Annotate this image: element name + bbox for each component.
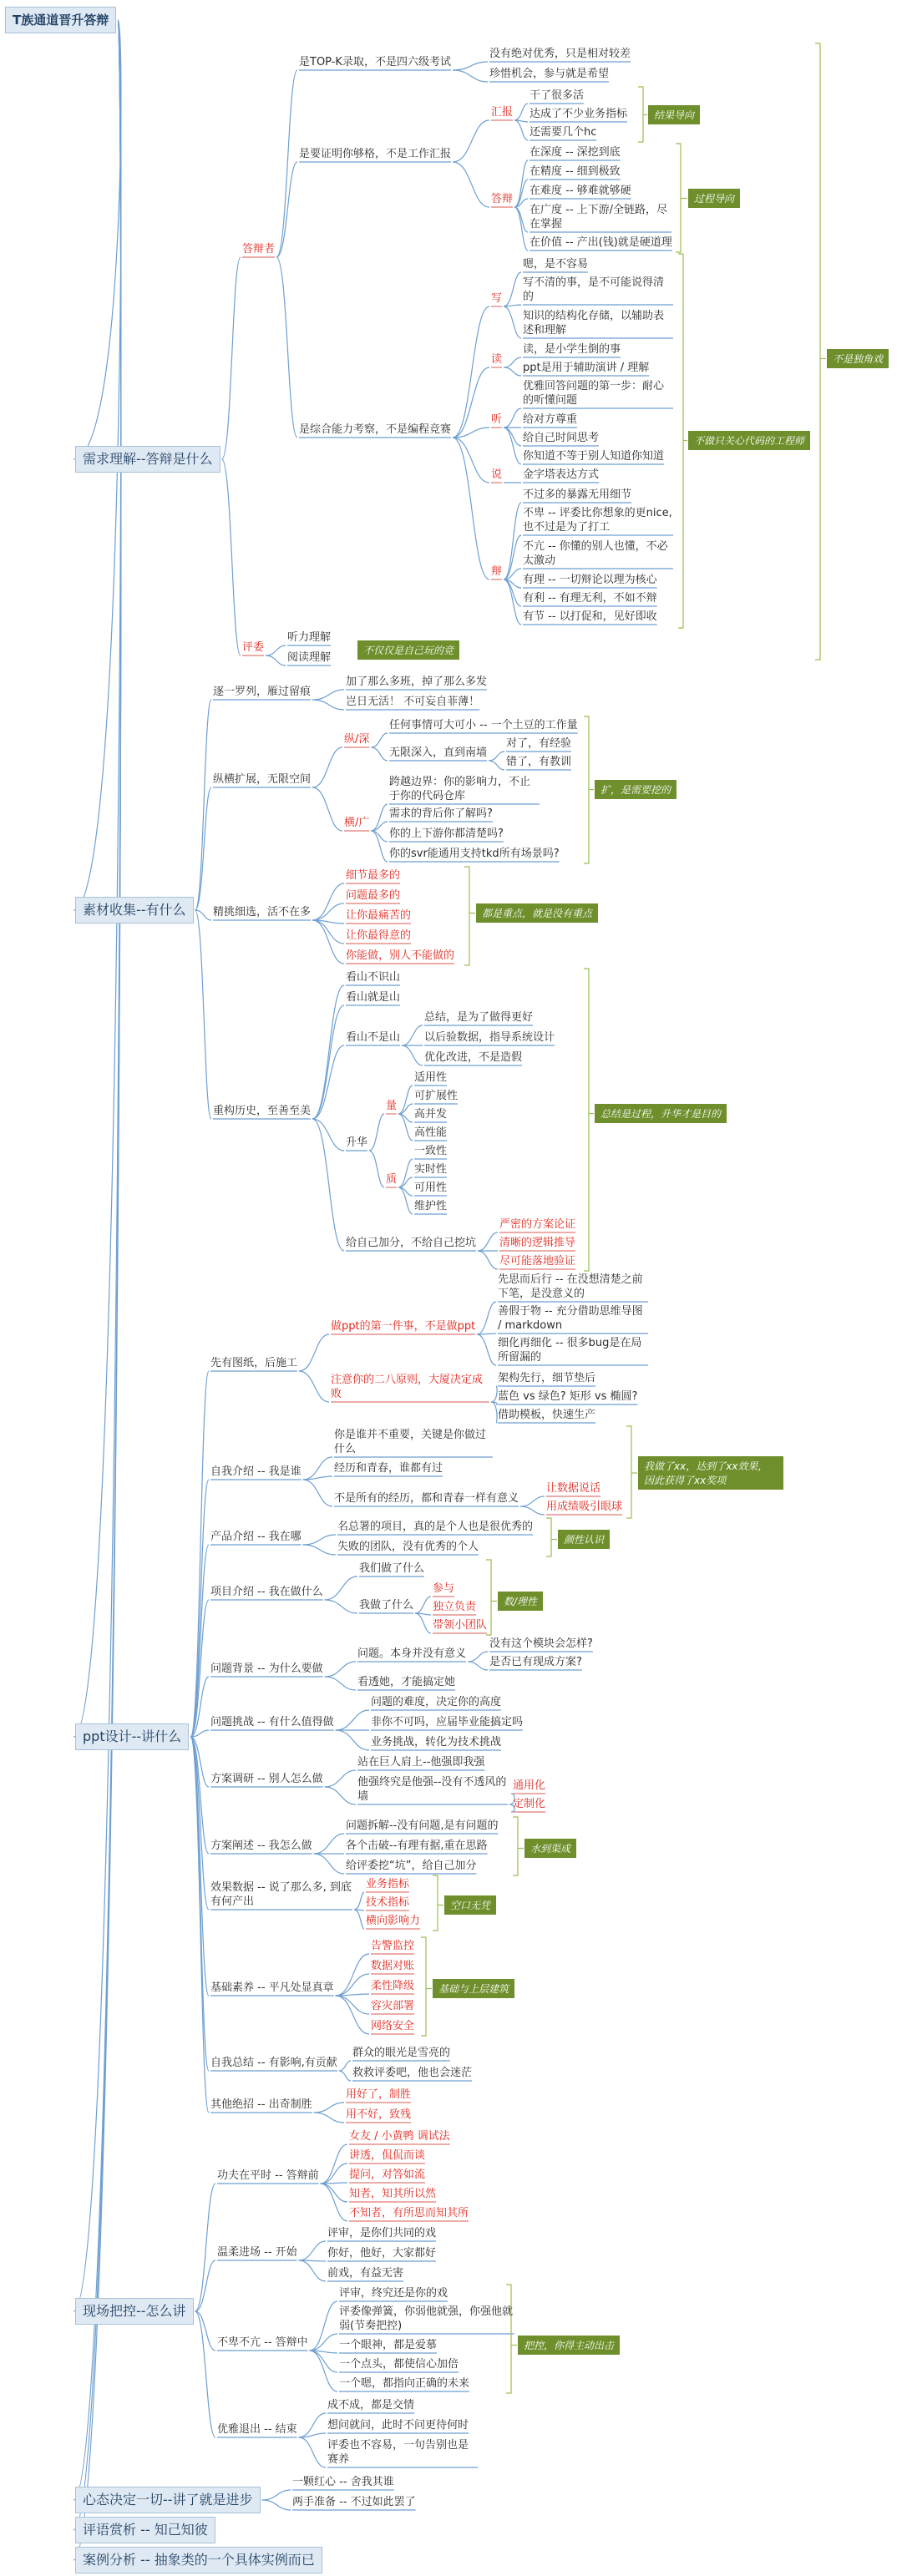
node-challenge[interactable]: 问题挑战 -- 有什么值得做 — [210, 1716, 334, 1728]
node-background-1a[interactable]: 没有这个模块会怎样? — [489, 1637, 593, 1650]
node-ending-2[interactable]: 想问就问，此时不问更待何时 — [327, 2419, 469, 2432]
node-basics-5[interactable]: 网络安全 — [371, 2020, 415, 2032]
node-basics-2[interactable]: 数据对账 — [371, 1960, 415, 1972]
node-quality[interactable]: 质 — [386, 1173, 398, 1186]
section-cases[interactable]: 案例分析 -- 抽象类的一个具体实例而已 — [75, 2547, 322, 2573]
node-listen-1[interactable]: 优雅回答问题的第一步：耐心的听懂问题 — [523, 380, 665, 407]
tag-need-dig: 扩，是需要挖的 — [595, 780, 676, 799]
node-mind-1[interactable]: 一颗红心 -- 舍我其谁 — [292, 2476, 394, 2488]
node-project-2b[interactable]: 独立负责 — [433, 1601, 477, 1613]
node-debate-2[interactable]: 不卑 -- 评委比你想象的更nice, 也不过是为了打工 — [523, 507, 672, 534]
node-vertical-1[interactable]: 任何事情可大可小 -- 一个土豆的工作量 — [389, 719, 578, 731]
node-list-2[interactable]: 岂日无活！ 不可妄自菲薄！ — [346, 696, 480, 708]
node-practice-2[interactable]: 讲透，侃侃而谈 — [349, 2149, 426, 2162]
node-mountain-3[interactable]: 看山不是山 — [346, 1031, 401, 1044]
node-defense-2[interactable]: 在精度 -- 细到极致 — [530, 165, 621, 178]
node-basics[interactable]: 基础素养 -- 平凡处显真章 — [210, 1981, 334, 1994]
node-horizontal-3[interactable]: 你的上下游你都清楚吗? — [389, 827, 504, 840]
node-basics-1[interactable]: 告警监控 — [371, 1940, 415, 1952]
section-ppt[interactable]: ppt设计--讲什么 — [75, 1723, 189, 1750]
node-pareto[interactable]: 注意你的二八原则，大厦决定成败 — [331, 1374, 484, 1400]
node-select-4[interactable]: 让你最得意的 — [346, 929, 412, 942]
node-report-3[interactable]: 还需要几个hc — [530, 126, 597, 139]
node-blueprint[interactable]: 先有图纸，后施工 — [210, 1357, 298, 1369]
node-ppt-first-2[interactable]: 善假于物 -- 充分借助思维导图 / markdown — [498, 1305, 643, 1332]
root-node[interactable]: T族通道晋升答辩 — [5, 7, 116, 33]
node-write-1[interactable]: 嗯，是不容易 — [523, 258, 589, 271]
tag-rational: 数/理性 — [498, 1592, 543, 1611]
node-project-2[interactable]: 我做了什么 — [359, 1599, 414, 1612]
node-basics-3[interactable]: 柔性降级 — [371, 1980, 415, 1992]
node-pareto-2[interactable]: 蓝色 vs 绿色? 矩形 vs 椭圆? — [498, 1390, 638, 1403]
node-read[interactable]: 读 — [491, 353, 503, 366]
node-product[interactable]: 产品介绍 -- 我在哪 — [210, 1531, 302, 1543]
node-ppt-first[interactable]: 做ppt的第一件事，不是做ppt — [331, 1320, 476, 1333]
node-report[interactable]: 汇报 — [491, 106, 514, 119]
node-topk-2[interactable]: 珍惜机会，参与就是希望 — [489, 68, 610, 80]
node-during-4[interactable]: 一个点头，都使信心加倍 — [339, 2358, 459, 2371]
node-product-1[interactable]: 名总署的项目，真的是个人也是很优秀的 — [337, 1521, 534, 1533]
node-listen[interactable]: 听 — [491, 413, 503, 426]
node-judge[interactable]: 评委 — [242, 641, 265, 654]
node-result-2[interactable]: 技术指标 — [366, 1896, 410, 1909]
node-background-1b[interactable]: 是否已有现成方案? — [489, 1656, 582, 1668]
tag-perceptual: 颜性认识 — [558, 1530, 610, 1549]
node-mountain-3b[interactable]: 以后验数据，指导系统设计 — [424, 1031, 555, 1044]
node-solution-2[interactable]: 各个击破--有理有据,重在思路 — [346, 1840, 488, 1852]
tag-result-oriented: 结果导向 — [648, 105, 700, 124]
node-mind-2[interactable]: 两手准备 -- 不过如此罢了 — [292, 2496, 416, 2508]
node-challenge-3[interactable]: 业务挑战，转化为技术挑战 — [371, 1736, 502, 1749]
node-during-1[interactable]: 评审，终究还是你的戏 — [339, 2287, 448, 2300]
node-ppt-first-3[interactable]: 细化再细化 -- 很多bug是在局所留漏的 — [498, 1337, 642, 1364]
node-quantity-1[interactable]: 适用性 — [414, 1071, 448, 1084]
node-debate-5[interactable]: 有利 -- 有理无利，不如不辩 — [523, 592, 657, 605]
node-intro-3b[interactable]: 用成绩吸引眼球 — [546, 1501, 623, 1513]
node-horizontal-4[interactable]: 你的svr能通用支持tkd所有场景吗? — [389, 848, 560, 860]
node-practice-1[interactable]: 女友 / 小黄鸭 调试法 — [349, 2130, 450, 2143]
section-material[interactable]: 素材收集--有什么 — [75, 897, 194, 924]
node-solution[interactable]: 方案阐述 -- 我怎么做 — [210, 1840, 312, 1852]
tag-not-monologue: 不是独角戏 — [827, 349, 889, 368]
node-judge-2[interactable]: 阅读理解 — [287, 651, 332, 664]
node-result-1[interactable]: 业务指标 — [366, 1878, 410, 1890]
section-comments[interactable]: 评语赏析 -- 知己知彼 — [75, 2517, 215, 2543]
node-project[interactable]: 项目介绍 -- 我在做什么 — [210, 1586, 323, 1598]
node-write[interactable]: 写 — [491, 292, 503, 305]
node-listen-3[interactable]: 给自己时间思考 — [523, 432, 600, 444]
node-quantity-3[interactable]: 高并发 — [414, 1108, 448, 1121]
node-expand[interactable]: 纵横扩展，无限空间 — [213, 773, 312, 786]
node-quantity-2[interactable]: 可扩展性 — [414, 1090, 459, 1102]
node-select-3[interactable]: 让你最痛苦的 — [346, 909, 412, 922]
node-debate-4[interactable]: 有理 -- 一切辩论以理为核心 — [523, 574, 657, 586]
node-practice-3[interactable]: 提问，对答如流 — [349, 2169, 426, 2181]
node-read-1[interactable]: 读，是小学生倒的事 — [523, 343, 621, 356]
node-during-2[interactable]: 评委像弹簧，你弱他就强，你强他就弱(节奏把控) — [339, 2305, 514, 2332]
node-product-2[interactable]: 失败的团队，没有优秀的个人 — [337, 1541, 479, 1553]
node-intro-3a[interactable]: 让数据说话 — [546, 1482, 601, 1495]
node-background[interactable]: 问题背景 -- 为什么要做 — [210, 1663, 323, 1675]
node-debate-6[interactable]: 有节 -- 以打促和，见好即收 — [523, 610, 657, 623]
node-project-1[interactable]: 我们做了什么 — [359, 1562, 425, 1575]
tag-natural: 水到渠成 — [524, 1839, 576, 1858]
node-select-1[interactable]: 细节最多的 — [346, 869, 401, 882]
node-summary-2[interactable]: 救救评委吧，他也会迷茫 — [352, 2067, 473, 2079]
node-vertical-2a[interactable]: 对了，有经验 — [506, 737, 572, 750]
node-horizontal[interactable]: 横/广 — [344, 817, 370, 829]
node-listen-2[interactable]: 给对方尊重 — [523, 413, 578, 426]
node-vertical-2b[interactable]: 错了，有教训 — [506, 756, 572, 768]
node-defense-3[interactable]: 在难度 -- 够难就够硬 — [530, 185, 631, 197]
node-intro-2[interactable]: 经历和青春，谁都有过 — [334, 1462, 443, 1475]
node-defense-4[interactable]: 在广度 -- 上下游/全链路，尽在掌握 — [530, 204, 668, 230]
node-ppt-first-1[interactable]: 先思而后行 -- 在没想清楚之前下笔，是没意义的 — [498, 1273, 643, 1300]
node-research-2a[interactable]: 通用化 — [513, 1779, 546, 1792]
tag-not-only-coder: 不做只关心代码的工程师 — [688, 431, 810, 450]
tag-no-proof: 空口无凭 — [444, 1895, 496, 1915]
node-practice[interactable]: 功夫在平时 -- 答辩前 — [217, 2169, 319, 2182]
node-basics-4[interactable]: 容灾部署 — [371, 2000, 415, 2012]
node-topk[interactable]: 是TOP-K录取，不是四六级考试 — [299, 56, 451, 68]
node-mountain-1[interactable]: 看山不识山 — [346, 971, 401, 984]
node-mountain-2[interactable]: 看山就是山 — [346, 991, 401, 1004]
node-solution-1[interactable]: 问题拆解--没有问题,是有问题的 — [346, 1819, 499, 1832]
tag-take-control: 把控，你得主动出击 — [518, 2336, 620, 2355]
node-write-2[interactable]: 写不清的事，是不可能说得清的 — [523, 276, 665, 303]
node-challenge-2[interactable]: 非你不可吗，应届毕业能搞定吗 — [371, 1716, 524, 1728]
node-prove[interactable]: 是要证明你够格，不是工作汇报 — [299, 148, 452, 160]
node-select-2[interactable]: 问题最多的 — [346, 889, 401, 902]
node-list[interactable]: 逐一罗列，雁过留痕 — [213, 686, 312, 698]
node-list-1[interactable]: 加了那么多班，掉了那么多发 — [346, 676, 488, 688]
node-opening-1[interactable]: 评审，是你们共同的戏 — [327, 2227, 437, 2239]
node-judge-1[interactable]: 听力理解 — [287, 631, 332, 644]
node-quantity-4[interactable]: 高性能 — [414, 1126, 448, 1139]
node-read-2[interactable]: ppt是用于辅助演讲 / 理解 — [523, 362, 650, 374]
node-intro-3[interactable]: 不是所有的经历，都和青春一样有意义 — [334, 1492, 519, 1505]
tag-data-speak: 我做了xx，达到了xx效果，因此获得了xx奖项 — [638, 1456, 783, 1490]
node-intro[interactable]: 自我介绍 -- 我是谁 — [210, 1465, 302, 1478]
node-pareto-3[interactable]: 借助模板，快速生产 — [498, 1409, 596, 1421]
node-during-3[interactable]: 一个眼神，都是爱慕 — [339, 2339, 438, 2351]
node-project-2a[interactable]: 参与 — [433, 1582, 455, 1595]
tag-process-oriented: 过程导向 — [688, 189, 740, 208]
node-tricks[interactable]: 其他绝招 -- 出奇制胜 — [210, 2098, 312, 2111]
node-opening[interactable]: 温柔进场 -- 开始 — [217, 2246, 297, 2259]
node-research-1[interactable]: 站在巨人肩上--他强即我强 — [357, 1756, 485, 1769]
node-project-2c[interactable]: 带领小团队 — [433, 1619, 488, 1632]
node-vertical-2[interactable]: 无限深入，直到南墙 — [389, 746, 488, 759]
node-research-2b[interactable]: 定制化 — [513, 1798, 546, 1810]
node-ending[interactable]: 优雅退出 -- 结束 — [217, 2423, 297, 2436]
node-opening-2[interactable]: 你好，他好，大家都好 — [327, 2247, 437, 2260]
section-demand[interactable]: 需求理解--答辩是什么 — [75, 446, 220, 473]
node-debate-1[interactable]: 不过多的暴露无用细节 — [523, 488, 632, 501]
node-debate-3[interactable]: 不亢 -- 你懂的别人也懂，不必太激动 — [523, 540, 668, 567]
node-summary[interactable]: 自我总结 -- 有影响,有贡献 — [210, 2057, 337, 2069]
node-report-1[interactable]: 干了很多活 — [530, 89, 585, 102]
node-bonus-3[interactable]: 尽可能落地验证 — [499, 1255, 576, 1268]
node-topk-1[interactable]: 没有绝对优秀，只是相对较差 — [489, 48, 631, 60]
node-opening-3[interactable]: 前戏，有益无害 — [327, 2267, 404, 2280]
node-bonus-2[interactable]: 清晰的逻辑推导 — [499, 1237, 576, 1249]
node-mountain-3c[interactable]: 优化改进，不是造假 — [424, 1051, 523, 1064]
node-tricks-1[interactable]: 用好了，制胜 — [346, 2088, 412, 2101]
node-horizontal-1[interactable]: 跨越边界：你的影响力，不止于你的代码仓库 — [389, 776, 531, 802]
node-quality-4[interactable]: 维护性 — [414, 1200, 448, 1212]
node-ending-1[interactable]: 成不成，都是交情 — [327, 2399, 415, 2412]
section-mindset[interactable]: 心态决定一切--讲了就是进步 — [75, 2487, 261, 2513]
node-pareto-1[interactable]: 架构先行，细节垫后 — [498, 1372, 596, 1384]
node-comprehensive[interactable]: 是综合能力考察，不是编程竞赛 — [299, 423, 452, 436]
tag-all-key: 都是重点，就是没有重点 — [476, 903, 598, 923]
node-debate[interactable]: 辩 — [491, 565, 503, 578]
tag-not-alone: 不仅仅是自己玩的竞 — [357, 640, 459, 660]
node-challenge-1[interactable]: 问题的难度，决定你的高度 — [371, 1696, 502, 1708]
node-defense-1[interactable]: 在深度 -- 深挖到底 — [530, 146, 621, 159]
node-listen-4[interactable]: 你知道不等于别人知道你知道 — [523, 450, 665, 463]
node-select-5[interactable]: 你能做，别人不能做的 — [346, 949, 455, 962]
node-defense[interactable]: 答辩 — [491, 193, 514, 205]
node-summary-1[interactable]: 群众的眼光是雪亮的 — [352, 2047, 451, 2059]
node-select[interactable]: 精挑细选，活不在多 — [213, 906, 312, 919]
node-result-3[interactable]: 横向影响力 — [366, 1915, 421, 1927]
node-sublimate[interactable]: 升华 — [346, 1136, 368, 1149]
node-speak-1[interactable]: 金字塔表达方式 — [523, 468, 600, 481]
node-rebuild[interactable]: 重构历史，至善至美 — [213, 1105, 312, 1117]
node-bonus[interactable]: 给自己加分，不给自己挖坑 — [346, 1237, 477, 1249]
node-research[interactable]: 方案调研 -- 别人怎么做 — [210, 1773, 323, 1785]
node-result[interactable]: 效果数据 -- 说了那么多, 到底有何产出 — [210, 1881, 352, 1908]
node-intro-1[interactable]: 你是谁并不重要，关键是你做过什么 — [334, 1429, 487, 1455]
node-horizontal-2[interactable]: 需求的背后你了解吗? — [389, 807, 493, 820]
node-write-3[interactable]: 知识的结构化存储，以辅助表述和理解 — [523, 310, 665, 337]
node-background-2[interactable]: 看透她，才能搞定她 — [357, 1676, 456, 1688]
node-during[interactable]: 不卑不亢 -- 答辩中 — [217, 2336, 308, 2349]
node-debater[interactable]: 答辩者 — [242, 243, 276, 256]
node-quantity[interactable]: 量 — [386, 1100, 398, 1112]
tag-summary-sublimate: 总结是过程，升华才是目的 — [595, 1104, 727, 1123]
node-quality-1[interactable]: 一致性 — [414, 1145, 448, 1157]
node-quality-3[interactable]: 可用性 — [414, 1182, 448, 1194]
section-onsite[interactable]: 现场把控--怎么讲 — [75, 2298, 194, 2325]
node-background-1[interactable]: 问题。本身并没有意义 — [357, 1647, 467, 1660]
node-vertical[interactable]: 纵/深 — [344, 733, 370, 746]
node-solution-3[interactable]: 给评委挖“坑”，给自己加分 — [346, 1860, 477, 1872]
node-practice-4[interactable]: 知者，知其所以然 — [349, 2188, 437, 2200]
node-practice-5[interactable]: 不知者，有所思而知其所 — [349, 2207, 469, 2219]
node-quality-2[interactable]: 实时性 — [414, 1163, 448, 1176]
node-research-2[interactable]: 他强终究是他强--没有不透风的墙 — [357, 1776, 507, 1803]
node-defense-5[interactable]: 在价值 -- 产出(钱)就是硬道理 — [530, 236, 672, 249]
node-ending-3[interactable]: 评委也不容易，一句告别也是赛养 — [327, 2439, 469, 2466]
node-speak[interactable]: 说 — [491, 468, 503, 481]
tag-base-superstructure: 基础与上层建筑 — [433, 1979, 514, 1998]
node-during-5[interactable]: 一个嗯，都指向正确的未来 — [339, 2377, 470, 2390]
node-tricks-2[interactable]: 用不好，致残 — [346, 2108, 412, 2121]
node-mountain-3a[interactable]: 总结，是为了做得更好 — [424, 1011, 534, 1024]
node-bonus-1[interactable]: 严密的方案论证 — [499, 1218, 576, 1231]
node-report-2[interactable]: 达成了不少业务指标 — [530, 108, 628, 120]
